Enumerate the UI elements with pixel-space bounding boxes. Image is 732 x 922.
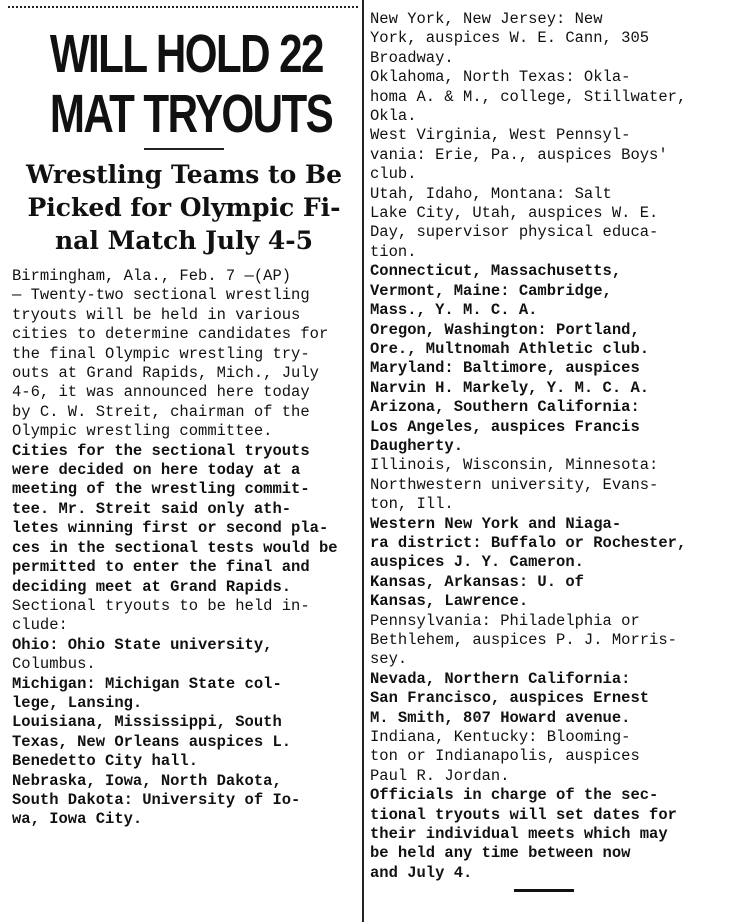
text-line: letes winning first or second pla- [12,519,329,538]
subhead-line-1: Wrestling Teams to Be [25,160,343,189]
text-line: clude: [12,616,68,635]
text-line: were decided on here today at a [12,461,301,480]
text-line: Kansas, Lawrence. [370,592,529,611]
headline-line-2: MAT TRYOUTS [49,84,333,144]
right-column [370,10,718,892]
text-line: cities to determine candidates for [12,325,329,344]
text-line: Ohio: Ohio State university, [12,635,273,654]
text-line: tional tryouts will set dates for [370,805,677,824]
top-dotted-rule [8,6,358,8]
text-line: sey. [370,650,408,669]
text-line: tee. Mr. Streit said only ath- [12,499,292,518]
text-line: Olympic wrestling committee. [12,422,273,441]
text-line: tion. [370,242,417,261]
text-line: wa, Iowa City. [12,810,143,829]
text-line: Northwestern university, Evans- [370,475,659,494]
left-column [12,14,356,830]
text-line: tryouts will be held in various [12,305,301,324]
text-line: Los Angeles, auspices Francis [370,417,640,436]
text-line: M. Smith, 807 Howard avenue. [370,708,631,727]
text-line: their individual meets which may [370,825,668,844]
text-line: Mass., Y. M. C. A. [370,301,538,320]
text-line: Okla. [370,107,417,126]
text-line: vania: Erie, Pa., auspices Boys' [370,145,668,164]
text-line: Kansas, Arkansas: U. of [370,572,584,591]
text-line: Vermont, Maine: Cambridge, [370,281,612,300]
left-column-body [12,267,356,830]
headline [49,24,333,144]
text-line: Columbus. [12,655,96,674]
text-line: South Dakota: University of Io- [12,790,301,809]
text-line: ton, Ill. [370,495,454,514]
text-line: Connecticut, Massachusetts, [370,262,622,281]
text-line: be held any time between now [370,844,631,863]
text-line: and July 4. [370,863,473,882]
text-line: San Francisco, auspices Ernest [370,689,650,708]
end-rule [514,889,574,892]
right-column-body [370,10,718,883]
text-line: Pennsylvania: Philadelphia or [370,611,640,630]
text-line: Birmingham, Ala., Feb. 7 —(AP) [12,267,292,285]
text-line: Paul R. Jordan. [370,766,510,785]
text-line: Oregon, Washington: Portland, [370,320,640,339]
text-line: homa A. & M., college, Stillwater, [370,87,687,106]
text-line: Western New York and Niaga- [370,514,622,533]
text-line: Lake City, Utah, auspices W. E. [370,204,659,223]
text-line: the final Olympic wrestling try- [12,344,310,363]
text-line: lege, Lansing. [12,693,143,712]
text-line: Utah, Idaho, Montana: Salt [370,184,612,203]
text-line: Officials in charge of the sec- [370,786,659,805]
text-line: Day, supervisor physical educa- [370,223,659,242]
text-line: Illinois, Wisconsin, Minnesota: [370,456,659,475]
headline-divider [144,148,224,150]
text-line: Arizona, Southern California: [370,398,640,417]
text-line: Maryland: Baltimore, auspices [370,359,640,378]
subheadline [12,158,356,257]
text-line: Daugherty. [370,436,464,455]
text-line: Nebraska, Iowa, North Dakota, [12,771,282,790]
text-line: Broadway. [370,48,454,67]
column-divider [362,0,364,922]
text-line: by C. W. Streit, chairman of the [12,402,310,421]
text-line: Ore., Multnomah Athletic club. [370,339,650,358]
text-line: Indiana, Kentucky: Blooming- [370,728,631,747]
text-line: meeting of the wrestling commit- [12,480,310,499]
text-line: Louisiana, Mississippi, South [12,713,282,732]
text-line: permitted to enter the final and [12,558,310,577]
text-line: auspices J. Y. Cameron. [370,553,584,572]
text-line: Texas, New Orleans auspices L. [12,732,292,751]
text-line: 4-6, it was announced here today [12,383,310,402]
text-line: Oklahoma, North Texas: Okla- [370,68,631,87]
text-line: outs at Grand Rapids, Mich., July [12,364,319,383]
text-line: West Virginia, West Pennsyl- [370,126,631,145]
text-line: deciding meet at Grand Rapids. [12,577,292,596]
text-line: Michigan: Michigan State col- [12,674,282,693]
text-line: Benedetto City hall. [12,752,199,771]
text-line: York, auspices W. E. Cann, 305 [370,29,650,48]
text-line: Bethlehem, auspices P. J. Morris- [370,631,677,649]
text-line: — Twenty-two sectional wrestling [12,286,310,305]
text-line: club. [370,165,417,184]
text-line: Sectional tryouts to be held in- [12,596,310,615]
text-line: Cities for the sectional tryouts [12,441,310,460]
headline-line-1: WILL HOLD 22 [49,24,323,84]
text-line: Narvin H. Markely, Y. M. C. A. [370,378,650,397]
subhead-line-3: nal Match July 4-5 [55,226,313,255]
text-line: ces in the sectional tests would be [12,538,338,557]
subhead-line-2: Picked for Olympic Fi- [27,193,341,222]
text-line: ton or Indianapolis, auspices [370,747,640,766]
text-line: Nevada, Northern California: [370,669,631,688]
text-line: New York, New Jersey: New [370,10,603,28]
text-line: ra district: Buffalo or Rochester, [370,533,687,552]
